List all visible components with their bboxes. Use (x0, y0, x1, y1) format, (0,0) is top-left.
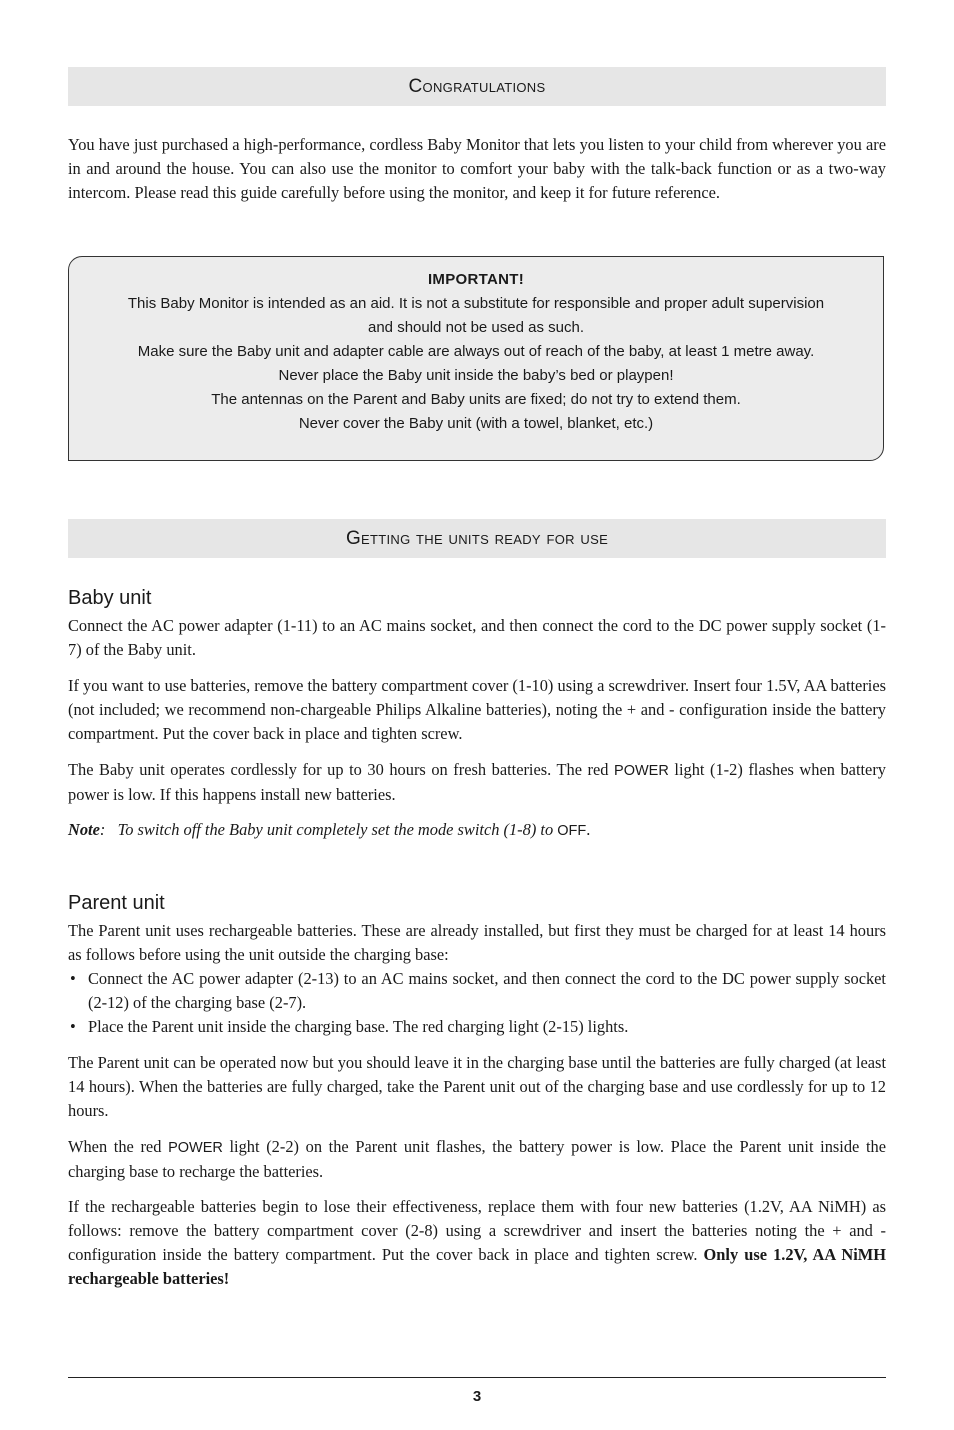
intro-paragraph: You have just purchased a high-performance, cordless Baby Monitor that lets you listen to your child from wherever you are in and around the house. You can also use the monitor to comfort your baby with the talk-back function or as a two-way intercom. Please read this guide carefully before using the monitor, and keep it for future reference. (68, 135, 886, 202)
important-line: Never cover the Baby unit (with a towel, blanket, etc.) (298, 415, 654, 432)
text-span: If the rechargeable batteries begin to lose their effectiveness, replace them with four new batteries (1.2V, AA NiMH) as follows: remove the battery compartment cover (2-8) using a screwdriver and insert the batteries noting the + and - configuration inside the battery compartment. Put the cover back in place and tighten screw. (68, 1197, 886, 1264)
list-item: • Place the Parent unit inside the charging base. The red charging light (2-15) lights. (68, 1015, 886, 1039)
charging-steps-list (68, 967, 886, 1039)
note-label: Note (68, 820, 100, 839)
important-line: The antennas on the Parent and Baby units are fixed; do not try to extend them. (211, 391, 741, 408)
baby-unit-paragraph-2: If you want to use batteries, remove the battery compartment cover (1-10) using a screwdriver. Insert four 1.5V, AA batteries (not included; we recommend non-chargeable Philips Alkaline batteries), noting the + and - configuration inside the battery compartment. Put the cover back in place and tighten screw. (68, 676, 886, 743)
parent-unit-paragraph-3 (68, 1135, 886, 1184)
power-label: POWER (168, 1140, 223, 1156)
congratulations-banner: Congratulations (68, 67, 886, 106)
text-span: The Baby unit operates cordlessly for up to 30 hours on fresh batteries. The red (68, 760, 615, 779)
parent-unit-heading: Parent unit (68, 892, 165, 914)
important-title: IMPORTANT! (427, 271, 525, 288)
text-span: When the red (68, 1137, 169, 1156)
important-line: Never place the Baby unit inside the baby’s bed or playpen! (278, 367, 674, 384)
footer-rule (68, 1377, 886, 1378)
off-label: OFF (557, 823, 587, 839)
page-number: 3 (472, 1388, 482, 1405)
battery-warning: Only use 1.2V, AA NiMH rechargeable batteries! (68, 1245, 886, 1288)
power-label: POWER (614, 763, 669, 779)
getting-ready-banner: Getting the units ready for use (68, 519, 886, 558)
important-line: This Baby Monitor is intended as an aid. It is not a substitute for responsible and proper adult supervision and should not be used as such. (127, 295, 825, 336)
text-span: light (2-2) on the Parent unit flashes, the battery power is low. Place the Parent unit inside the charging base to recharge the batteries. (68, 1137, 886, 1181)
important-line: Make sure the Baby unit and adapter cable are always out of reach of the baby, at least 1 metre away. (137, 343, 815, 360)
note-end: . (586, 820, 591, 839)
parent-unit-paragraph-1: The Parent unit uses rechargeable batteries. These are already installed, but first they must be charged for at least 14 hours as follows before using the unit outside the charging base: (68, 921, 886, 964)
baby-unit-paragraph-1: Connect the AC power adapter (1-11) to an AC mains socket, and then connect the cord to the DC power supply socket (1-7) of the Baby unit. (68, 616, 886, 659)
baby-unit-paragraph-3 (68, 758, 886, 807)
text-span: light (1-2) flashes when battery power is low. If this happens install new batteries. (68, 760, 886, 804)
baby-unit-note (68, 818, 886, 843)
parent-unit-paragraph-4 (68, 1195, 886, 1291)
baby-unit-heading: Baby unit (68, 587, 152, 609)
note-text: To switch off the Baby unit completely set the mode switch (1-8) to (117, 820, 558, 839)
note-colon: : (99, 820, 106, 839)
important-notice-box (68, 256, 884, 461)
list-item: • Connect the AC power adapter (2-13) to an AC mains socket, and then connect the cord to the DC power supply socket (2-12) of the charging base (2-7). (68, 967, 886, 1015)
parent-unit-paragraph-2: The Parent unit can be operated now but you should leave it in the charging base until the batteries are fully charged (at least 14 hours). When the batteries are fully charged, take the Parent unit out of the charging base and use cordlessly for up to 12 hours. (68, 1053, 886, 1120)
